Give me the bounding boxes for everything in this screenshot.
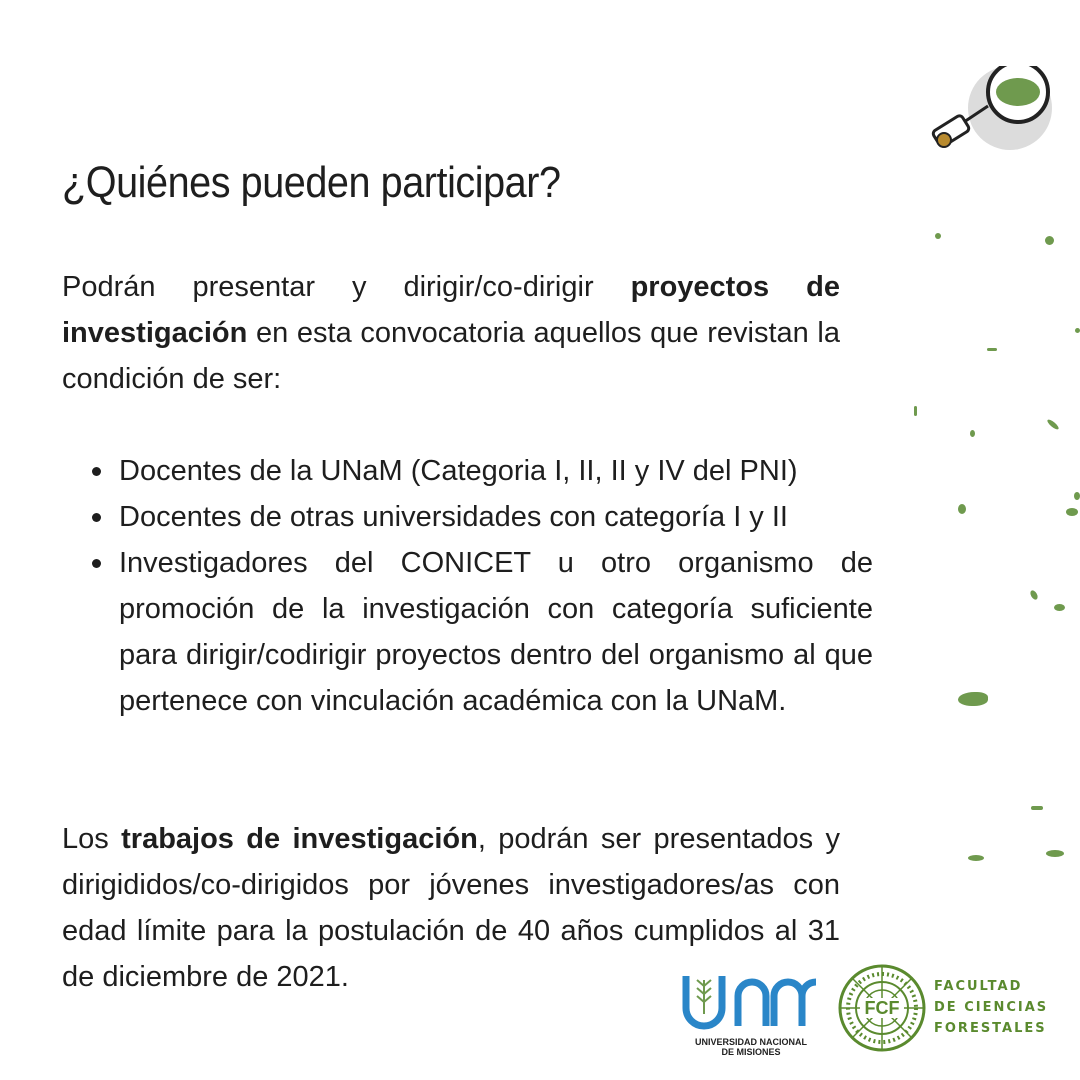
list-item bbox=[119, 448, 873, 494]
bullet-dot-icon bbox=[92, 513, 101, 522]
leaf-shape bbox=[935, 233, 941, 239]
leaf-shape bbox=[914, 406, 917, 416]
fcf-seal-text: FCF bbox=[864, 998, 900, 1018]
unam-logo bbox=[676, 970, 826, 1057]
unam-logo-mark bbox=[678, 970, 824, 1030]
unam-caption bbox=[676, 1037, 826, 1057]
leaf-shape bbox=[1045, 236, 1054, 245]
bullet-dot-icon bbox=[92, 467, 101, 476]
leaf-shape bbox=[1075, 328, 1080, 333]
list-item-text: Docentes de otras universidades con categoría I y II bbox=[119, 501, 788, 533]
leaf-shape bbox=[1046, 418, 1060, 431]
leaf-shape bbox=[968, 855, 984, 861]
leaf-shape bbox=[1066, 508, 1078, 516]
fcf-name-line: FACULTAD bbox=[934, 979, 1023, 994]
leaf-shape bbox=[1046, 850, 1064, 857]
intro-text-end: en esta convocatoria aquellos que revistan la condición de ser: bbox=[62, 317, 840, 395]
intro-text-start: Podrán presentar y dirigir/co-dirigir bbox=[62, 271, 631, 303]
fcf-name-line: DE CIENCIAS bbox=[934, 1000, 1049, 1015]
fcf-name bbox=[934, 976, 1048, 1039]
intro-bold-projects: proyectos de investigación bbox=[62, 271, 840, 349]
bullet-dot-icon bbox=[92, 559, 101, 568]
leaf-shape bbox=[1029, 589, 1039, 601]
leaf-shape bbox=[958, 692, 988, 706]
leaf-shape bbox=[987, 348, 997, 351]
list-item-text: Docentes de la UNaM (Categoria I, II, II y IV del PNI) bbox=[119, 455, 798, 487]
closing-text-end: , podrán ser presentados y dirigididos/co-dirigidos por jóvenes investigadores/as con edad límite para la postulación de 40 años cumplidos al 31 de diciembre de 2021. bbox=[62, 823, 840, 993]
closing-bold-works: trabajos de investigación bbox=[121, 823, 478, 855]
leaf-shape bbox=[958, 504, 966, 514]
leaf-shape bbox=[1031, 806, 1043, 810]
eligibility-list bbox=[86, 448, 873, 724]
magnifying-glass-icon bbox=[930, 66, 1060, 166]
unam-caption-line: UNIVERSIDAD NACIONAL bbox=[694, 1037, 807, 1047]
list-item bbox=[119, 540, 873, 724]
fcf-name-line: FORESTALES bbox=[934, 1021, 1047, 1036]
fcf-seal bbox=[838, 964, 926, 1052]
intro-paragraph bbox=[62, 264, 840, 402]
leaf-shape bbox=[970, 430, 975, 437]
closing-text-start: Los bbox=[62, 823, 122, 855]
page-title: ¿Quiénes pueden participar? bbox=[62, 158, 561, 207]
unam-caption-line: DE MISIONES bbox=[721, 1047, 781, 1057]
list-item bbox=[119, 494, 873, 540]
leaf-shape bbox=[1074, 492, 1080, 500]
leaf-shape bbox=[1054, 604, 1065, 611]
list-item-text: Investigadores del CONICET u otro organismo de promoción de la investigación con categoría suficiente para dirigir/codirigir proyectos dentro del organismo al que pertenece con vinculación académica con la UNaM. bbox=[119, 547, 873, 717]
